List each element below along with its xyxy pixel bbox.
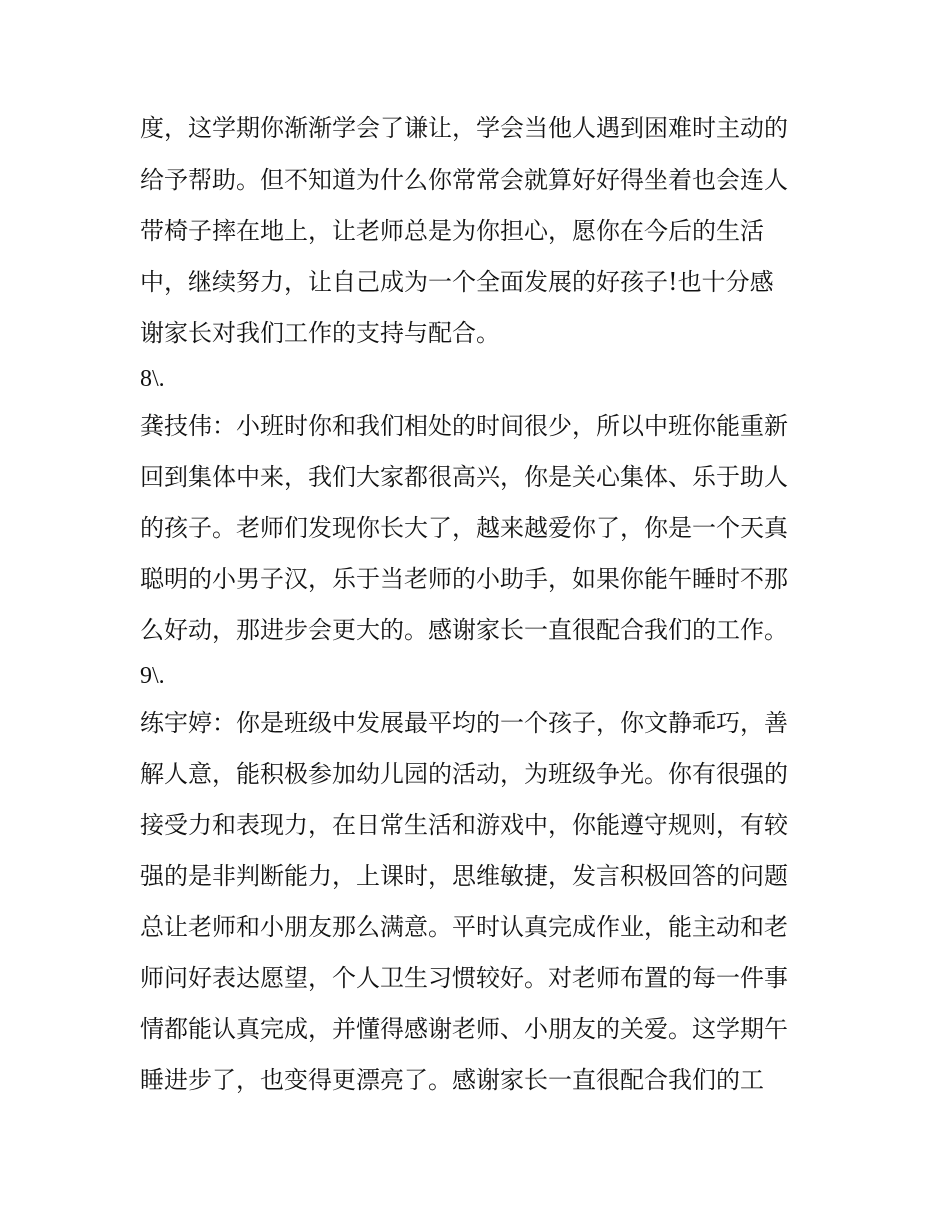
text-line: 给予帮助。但不知道为什么你常常会就算好好得坐着也会连人 <box>140 166 788 194</box>
text-line: 的孩子。老师们发现你长大了，越来越爱你了，你是一个天真 <box>140 514 788 542</box>
text-line: 中，继续努力，让自己成为一个全面发展的好孩子!也十分感 <box>140 268 774 296</box>
text-line: 谢家长对我们工作的支持与配合。 <box>140 319 500 347</box>
text-line: 龚技伟：小班时你和我们相处的时间很少，所以中班你能重新 <box>140 412 788 440</box>
item-number: 9\. <box>140 663 165 689</box>
text-line: 度，这学期你渐渐学会了谦让，学会当他人遇到困难时主动的 <box>140 114 788 142</box>
text-line: 解人意，能积极参加幼儿园的活动，为班级争光。你有很强的 <box>140 760 788 788</box>
item-number: 8\. <box>140 366 165 392</box>
text-line: 睡进步了，也变得更漂亮了。感谢家长一直很配合我们的工 <box>140 1066 764 1094</box>
text-line: 强的是非判断能力，上课时，思维敏捷，发言积极回答的问题 <box>140 862 788 890</box>
text-line: 回到集体中来，我们大家都很高兴，你是关心集体、乐于助人 <box>140 463 788 491</box>
text-line: 练宇婷：你是班级中发展最平均的一个孩子，你文静乖巧，善 <box>140 709 788 737</box>
text-line: 师问好表达愿望，个人卫生习惯较好。对老师布置的每一件事 <box>140 964 788 992</box>
text-line: 接受力和表现力，在日常生活和游戏中，你能遵守规则，有较 <box>140 811 788 839</box>
text-line: 情都能认真完成，并懂得感谢老师、小朋友的关爱。这学期午 <box>140 1015 788 1043</box>
text-line: 总让老师和小朋友那么满意。平时认真完成作业，能主动和老 <box>140 913 788 941</box>
text-line: 聪明的小男子汉，乐于当老师的小助手，如果你能午睡时不那 <box>140 565 788 593</box>
text-line: 带椅子摔在地上，让老师总是为你担心，愿你在今后的生活 <box>140 217 764 245</box>
text-line: 么好动，那进步会更大的。感谢家长一直很配合我们的工作。 <box>140 616 788 644</box>
